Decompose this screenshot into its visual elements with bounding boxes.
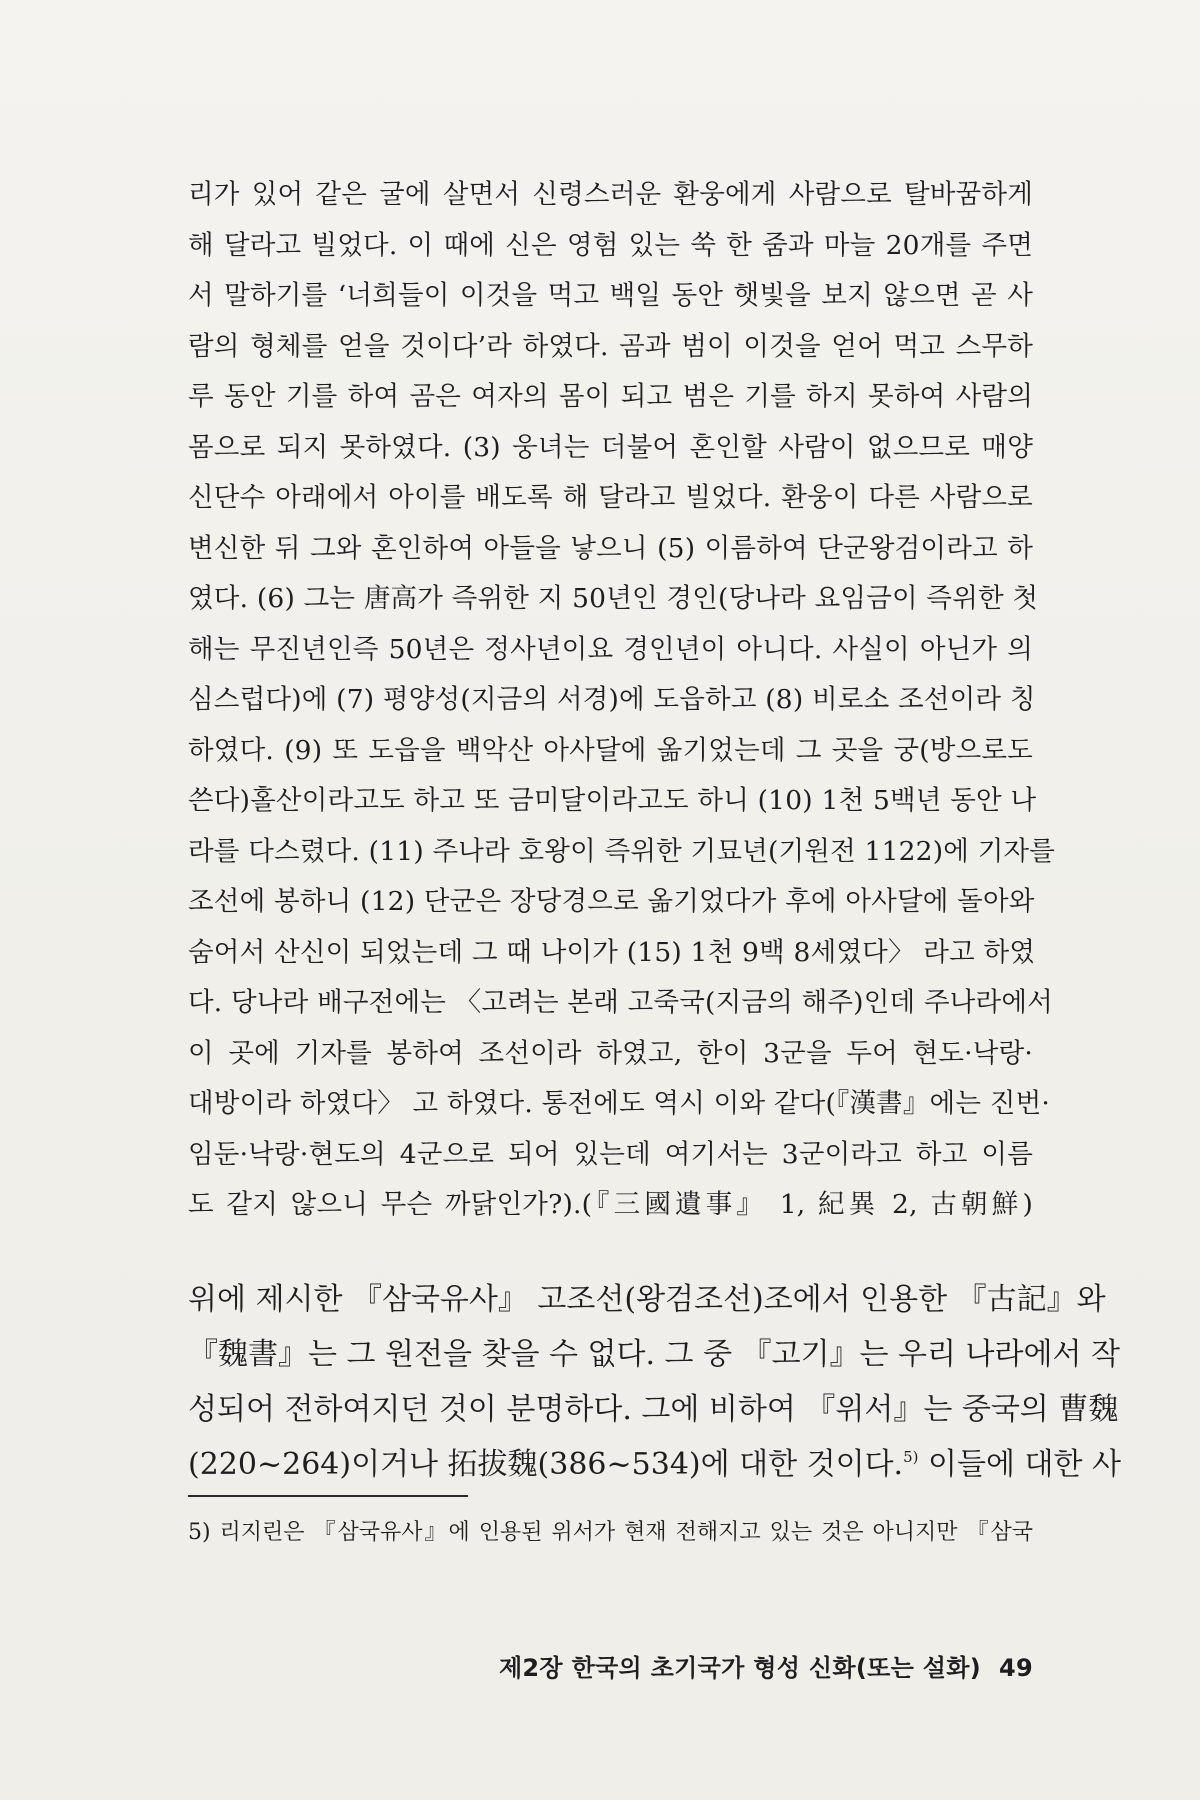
quote-line: 해 달라고 빌었다. 이 때에 신은 영험 있는 쑥 한 줌과 마늘 20개를 주면	[188, 229, 1033, 261]
quote-line: 임둔·낙랑·현도의 4군으로 되어 있는데 여기서는 3군이라고 하고 이름	[188, 1138, 1033, 1170]
quote-line: 서 말하기를 ‘너희들이 이것을 먹고 백일 동안 햇빛을 보지 않으면 곧 사	[188, 280, 1033, 311]
quote-line: 였다. (6) 그는 唐高가 즉위한 지 50년인 경인(당나라 요임금이 즉위한 첫	[188, 583, 1039, 614]
quote-line: 라를 다스렸다. (11) 주나라 호왕이 즉위한 기묘년(기원전 1122)에 기자를	[188, 835, 1056, 867]
quote-line: 하였다. (9) 또 도읍을 백악산 아사달에 옮기었는데 그 곳을 궁(방으로도	[188, 734, 1033, 766]
footnote-reference[interactable]: 5)	[903, 1448, 919, 1466]
body-line: 『魏書』는 그 원전을 찾을 수 없다. 그 중 『고기』는 우리 나라에서 작	[188, 1337, 1120, 1372]
quote-line: 루 동안 기를 하여 곰은 여자의 몸이 되고 범은 기를 하지 못하여 사람의	[188, 381, 1033, 412]
quote-line: 신단수 아래에서 아이를 배도록 해 달라고 빌었다. 환웅이 다른 사람으로	[188, 482, 1033, 513]
quote-line: 리가 있어 같은 굴에 살면서 신령스러운 환웅에게 사람으로 탈바꿈하게	[188, 179, 1033, 210]
body-text: (220~264)이거나 拓拔魏(386~534)에 대한 것이다.	[188, 1447, 904, 1482]
page-number: 49	[999, 1654, 1033, 1682]
body-paragraph	[188, 1272, 1122, 1492]
quote-line: 조선에 봉하니 (12) 단군은 장당경으로 옮기었다가 후에 아사달에 돌아와	[188, 886, 1035, 917]
quote-line: 대방이라 하였다〉 고 하였다. 통전에도 역시 이와 같다(『漢書』에는 진번·	[188, 1088, 1050, 1119]
chapter-title: 제2장 한국의 초기국가 형성 신화(또는 설화)	[498, 1654, 981, 1682]
body-line	[188, 1437, 1122, 1492]
quote-line: 도 같지 않으니 무슨 까닭인가?).(『三國遺事』 1, 紀異 2, 古朝鮮)	[188, 1189, 1033, 1220]
quote-line: 해는 무진년인즉 50년은 정사년이요 경인년이 아니다. 사실이 아닌가 의	[188, 633, 1033, 665]
quote-line: 람의 형체를 얻을 것이다’라 하였다. 곰과 범이 이것을 얻어 먹고 스무하	[188, 330, 1033, 362]
quote-line: 이 곳에 기자를 봉하여 조선이라 하였고, 한이 3군을 두어 현도·낙랑·	[188, 1037, 1033, 1069]
quote-line: 몸으로 되지 못하였다. (3) 웅녀는 더불어 혼인할 사람이 없으므로 매양	[188, 431, 1033, 463]
footnote-text: 5) 리지린은 『삼국유사』에 인용된 위서가 현재 전해지고 있는 것은 아니지만 『삼국	[188, 1520, 1033, 1545]
body-text: 이들에 대한 사	[918, 1447, 1122, 1482]
block-quote	[188, 170, 1056, 1231]
running-footer	[499, 1648, 1033, 1683]
footnote-divider	[188, 1495, 468, 1497]
quote-line: 숨어서 산신이 되었는데 그 때 나이가 (15) 1천 9백 8세였다〉 라고 하였	[188, 936, 1036, 968]
quote-line: 다. 당나라 배구전에는 〈고려는 본래 고죽국(지금의 해주)인데 주나라에서	[188, 987, 1053, 1018]
body-line: 위에 제시한 『삼국유사』 고조선(왕검조선)조에서 인용한 『古記』와	[188, 1282, 1106, 1317]
body-line: 성되어 전하여지던 것이 분명하다. 그에 비하여 『위서』는 중국의 曹魏	[188, 1392, 1119, 1427]
quote-line: 심스럽다)에 (7) 평양성(지금의 서경)에 도읍하고 (8) 비로소 조선이라 칭	[188, 684, 1036, 715]
quote-line: 변신한 뒤 그와 혼인하여 아들을 낳으니 (5) 이름하여 단군왕검이라고 하	[188, 532, 1033, 564]
quote-line: 쓴다)홀산이라고도 하고 또 금미달이라고도 하니 (10) 1천 5백년 동안 나	[188, 785, 1037, 816]
